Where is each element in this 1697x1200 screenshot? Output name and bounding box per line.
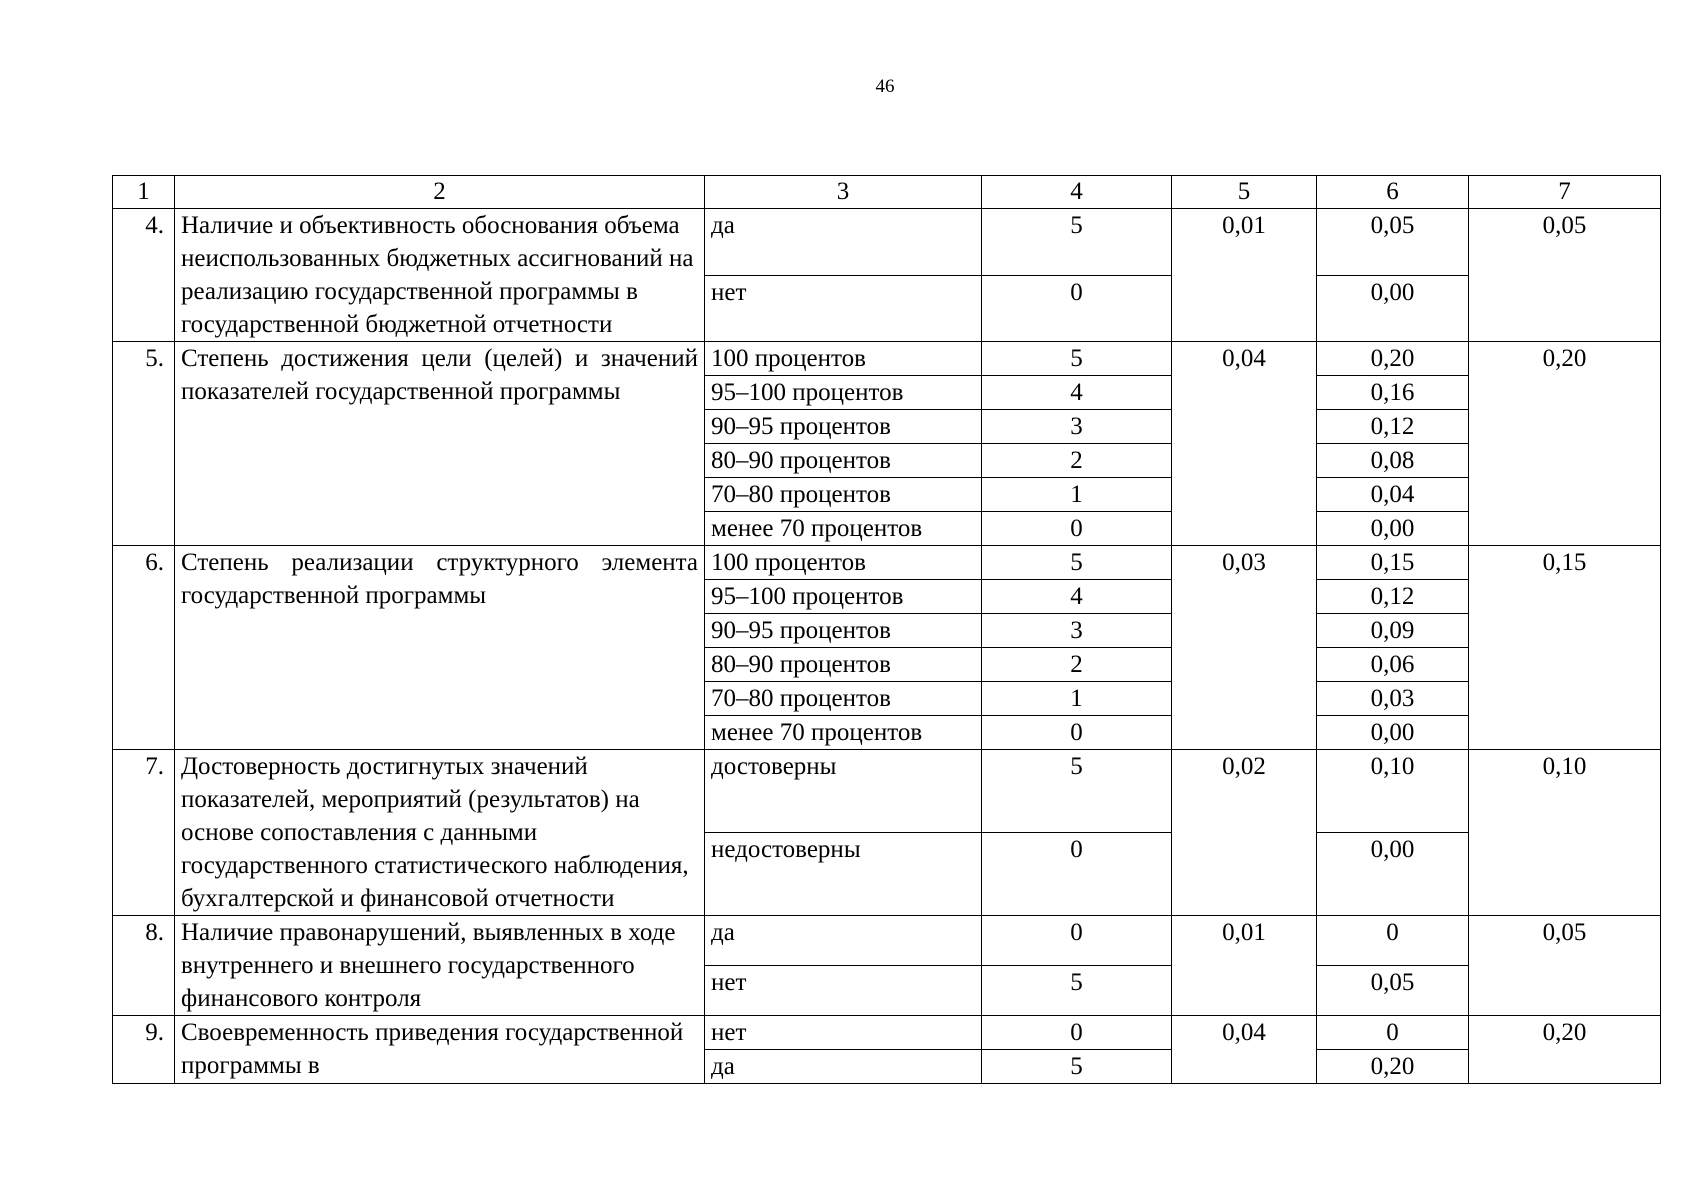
criterion-weight: 0,04	[1172, 1016, 1317, 1084]
option-label: да	[705, 1050, 982, 1084]
option-label: да	[705, 209, 982, 276]
option-weighted-value: 0,15	[1317, 546, 1469, 580]
option-weighted-value: 0,06	[1317, 648, 1469, 682]
option-label: 90–95 процентов	[705, 410, 982, 444]
option-score: 5	[982, 209, 1172, 276]
option-score: 5	[982, 342, 1172, 376]
option-label: нет	[705, 1016, 982, 1050]
option-score: 0	[982, 512, 1172, 546]
option-weighted-value: 0,00	[1317, 833, 1469, 916]
option-score: 2	[982, 648, 1172, 682]
option-score: 5	[982, 546, 1172, 580]
option-score: 0	[982, 275, 1172, 342]
option-label: да	[705, 916, 982, 966]
option-weighted-value: 0,12	[1317, 580, 1469, 614]
criterion-number: 9.	[113, 1016, 175, 1084]
option-weighted-value: 0,08	[1317, 444, 1469, 478]
option-label: 90–95 процентов	[705, 614, 982, 648]
option-label: 70–80 процентов	[705, 682, 982, 716]
table-row	[113, 916, 1661, 966]
option-score: 0	[982, 833, 1172, 916]
header-cell: 1	[113, 176, 175, 209]
option-label: 100 процентов	[705, 546, 982, 580]
header-cell: 7	[1469, 176, 1661, 209]
criterion-name: Степень реализации структурного элемента государственной программы	[175, 546, 705, 750]
option-score: 4	[982, 580, 1172, 614]
criterion-name: Наличие правонарушений, выявленных в ходе внутреннего и внешнего государственного финансового контроля	[175, 916, 705, 1016]
page-number: 46	[875, 76, 895, 97]
criterion-number: 6.	[113, 546, 175, 750]
option-score: 3	[982, 410, 1172, 444]
criterion-max-value: 0,20	[1469, 1016, 1661, 1084]
option-label: нет	[705, 966, 982, 1016]
header-cell: 4	[982, 176, 1172, 209]
criterion-weight: 0,03	[1172, 546, 1317, 750]
criterion-weight: 0,04	[1172, 342, 1317, 546]
criteria-table	[112, 175, 1661, 1084]
criterion-name: Достоверность достигнутых значений показателей, мероприятий (результатов) на основе сопоставления с данными государственного статистического наблюдения, бухгалтерской и финансовой отчетности	[175, 750, 705, 916]
option-score: 5	[982, 966, 1172, 1016]
option-weighted-value: 0,20	[1317, 1050, 1469, 1084]
criterion-number: 4.	[113, 209, 175, 342]
option-weighted-value: 0,09	[1317, 614, 1469, 648]
criterion-weight: 0,02	[1172, 750, 1317, 916]
criterion-max-value: 0,10	[1469, 750, 1661, 916]
option-weighted-value: 0,05	[1317, 209, 1469, 276]
criterion-max-value: 0,05	[1469, 916, 1661, 1016]
option-weighted-value: 0,12	[1317, 410, 1469, 444]
criterion-name: Своевременность приведения государственной программы в	[175, 1016, 705, 1084]
option-weighted-value: 0,00	[1317, 512, 1469, 546]
header-cell: 5	[1172, 176, 1317, 209]
option-score: 0	[982, 1016, 1172, 1050]
header-cell: 6	[1317, 176, 1469, 209]
option-weighted-value: 0,00	[1317, 275, 1469, 342]
option-label: 95–100 процентов	[705, 580, 982, 614]
criterion-number: 8.	[113, 916, 175, 1016]
option-label: достоверны	[705, 750, 982, 833]
option-weighted-value: 0	[1317, 916, 1469, 966]
option-score: 3	[982, 614, 1172, 648]
option-weighted-value: 0,20	[1317, 342, 1469, 376]
criterion-max-value: 0,20	[1469, 342, 1661, 546]
table-row	[113, 209, 1661, 276]
option-score: 0	[982, 716, 1172, 750]
option-weighted-value: 0,03	[1317, 682, 1469, 716]
header-cell: 3	[705, 176, 982, 209]
criterion-name: Наличие и объективность обоснования объема неиспользованных бюджетных ассигнований на реализацию государственной программы в государственной бюджетной отчетности	[175, 209, 705, 342]
option-label: нет	[705, 275, 982, 342]
option-score: 5	[982, 750, 1172, 833]
criterion-number: 5.	[113, 342, 175, 546]
criterion-number: 7.	[113, 750, 175, 916]
option-label: недостоверны	[705, 833, 982, 916]
option-weighted-value: 0	[1317, 1016, 1469, 1050]
option-score: 4	[982, 376, 1172, 410]
option-score: 2	[982, 444, 1172, 478]
option-weighted-value: 0,00	[1317, 716, 1469, 750]
criterion-max-value: 0,15	[1469, 546, 1661, 750]
option-label: 95–100 процентов	[705, 376, 982, 410]
option-label: 100 процентов	[705, 342, 982, 376]
table-row	[113, 1016, 1661, 1050]
option-label: 80–90 процентов	[705, 444, 982, 478]
table-row	[113, 750, 1661, 833]
criterion-name: Степень достижения цели (целей) и значений показателей государственной программы	[175, 342, 705, 546]
table-row	[113, 342, 1661, 376]
table-row	[113, 546, 1661, 580]
option-label: менее 70 процентов	[705, 512, 982, 546]
criterion-max-value: 0,05	[1469, 209, 1661, 342]
option-score: 1	[982, 478, 1172, 512]
criterion-weight: 0,01	[1172, 209, 1317, 342]
header-cell: 2	[175, 176, 705, 209]
option-label: менее 70 процентов	[705, 716, 982, 750]
criterion-weight: 0,01	[1172, 916, 1317, 1016]
option-label: 80–90 процентов	[705, 648, 982, 682]
option-score: 5	[982, 1050, 1172, 1084]
option-weighted-value: 0,05	[1317, 966, 1469, 1016]
option-weighted-value: 0,10	[1317, 750, 1469, 833]
option-weighted-value: 0,16	[1317, 376, 1469, 410]
header-row	[113, 176, 1661, 209]
option-score: 0	[982, 916, 1172, 966]
option-label: 70–80 процентов	[705, 478, 982, 512]
option-score: 1	[982, 682, 1172, 716]
option-weighted-value: 0,04	[1317, 478, 1469, 512]
